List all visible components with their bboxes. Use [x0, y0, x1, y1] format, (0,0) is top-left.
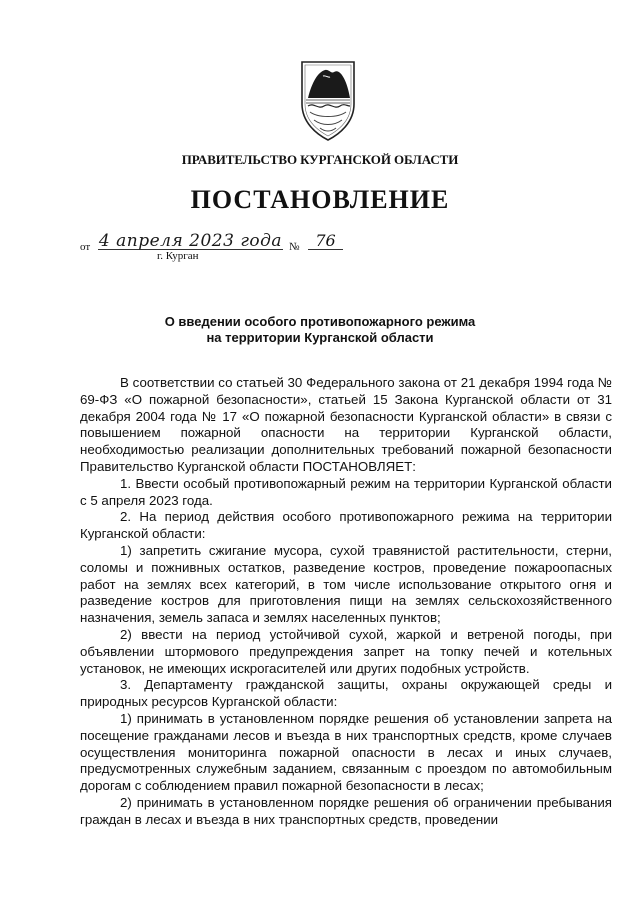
subject-line-2: на территории Курганской области [206, 330, 434, 345]
paragraph-1: 1. Ввести особый противопожарный режим на территории Курганской области с 5 апреля 2023 года. [80, 475, 612, 508]
coat-of-arms-icon [298, 58, 358, 142]
subject-line-1: О введении особого противопожарного режима [164, 314, 476, 329]
number-prefix: № [289, 241, 300, 253]
date-prefix: от [80, 241, 91, 253]
government-name: ПРАВИТЕЛЬСТВО КУРГАНСКОЙ ОБЛАСТИ [181, 152, 459, 167]
date-value: 4 апреля 2023 года [98, 231, 283, 251]
city-label: г. Курган [157, 250, 199, 262]
document-subject [0, 314, 640, 346]
paragraph-2-2: 2) ввести на период устойчивой сухой, жаркой и ветреной погоды, при объявлении штормового предупреждения запрет на топку печей и котельных установок, не имеющих искрогасителей или других подобных устройств. [80, 626, 612, 676]
document-body [80, 375, 612, 829]
paragraph-preamble: В соответствии со статьей 30 Федерального закона от 21 декабря 1994 года № 69-ФЗ «О пожарной безопасности», статьей 15 Закона Курганской области от 31 декабря 2004 года № 17 «О пожарной безопасности Курганской области» в связи с повышением пожарной опасности на территории Курганской области, необходимостью реализации дополнительных требований пожарной безопасности Правительство Курганской области ПОСТАНОВЛЯЕТ: [80, 375, 612, 474]
number-value: 76 [308, 231, 343, 250]
paragraph-2: 2. На период действия особого противопожарного режима на территории Курганской области: [80, 509, 612, 542]
paragraph-3: 3. Департаменту гражданской защиты, охраны окружающей среды и природных ресурсов Курганской области: [80, 677, 612, 710]
date-number-line [80, 231, 380, 261]
paragraph-2-1: 1) запретить сжигание мусора, сухой травянистой растительности, стерни, соломы и пожнивных остатков, разведение костров, проведение пожароопасных работ на землях всех категорий, в том числе использование открытого огня и разведение костров для приготовления пищи на землях сельскохозяйственного назначения, земель запаса и землях населенных пунктов; [80, 542, 612, 626]
paragraph-3-2: 2) принимать в установленном порядке решения об ограничении пребывания граждан в лесах и въезда в них транспортных средств, проведении [80, 794, 612, 827]
document-title: ПОСТАНОВЛЕНИЕ [190, 185, 450, 214]
paragraph-3-1: 1) принимать в установленном порядке решения об установлении запрета на посещение гражданами лесов и въезда в них транспортных средств, кроме случаев осуществления мониторинга пожарной опасности в лесах и иных случаев, предусмотренных служебным заданием, связанным с проездом по автомобильным дорогам с соблюдением правил пожарной безопасности в лесах; [80, 710, 612, 794]
